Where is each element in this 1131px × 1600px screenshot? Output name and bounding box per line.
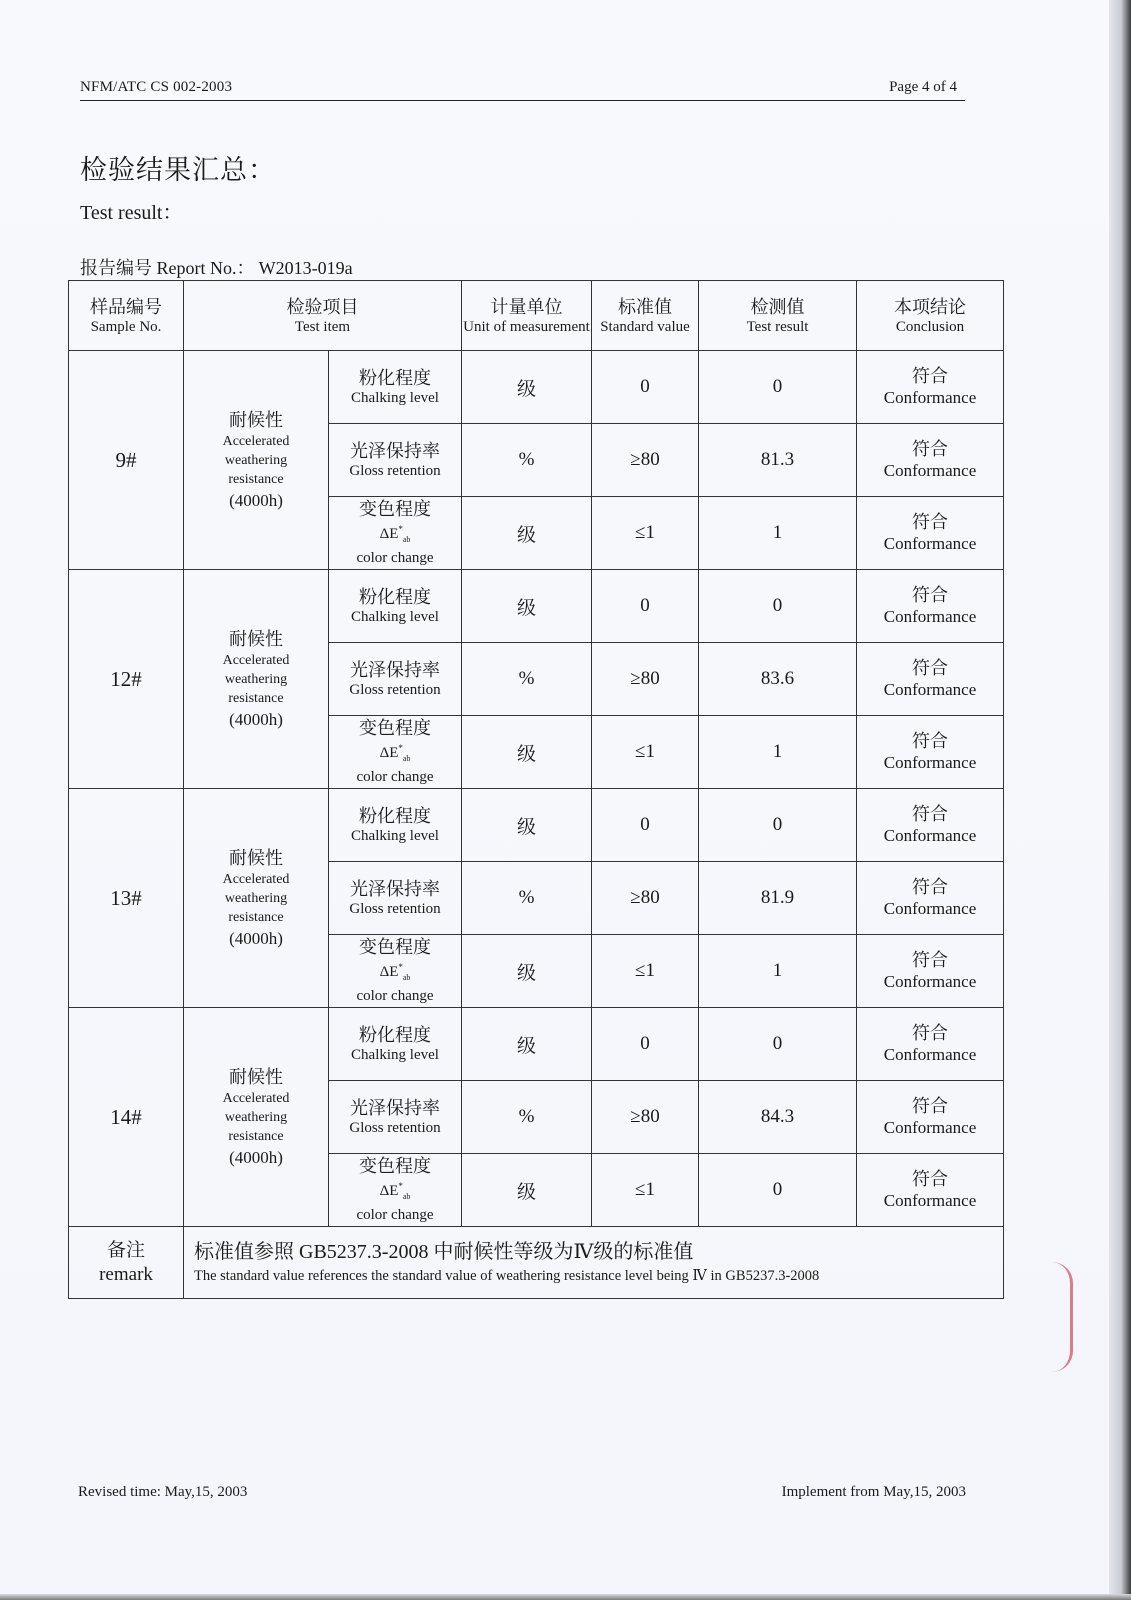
conclusion-cell: 符合 Conformance	[857, 1154, 1004, 1227]
item-color-change: 变色程度 $\Delta E^*_{ab}$ color change	[329, 497, 462, 570]
conclusion-cell: 符合 Conformance	[857, 643, 1004, 716]
result-cell: 0	[699, 1008, 857, 1081]
result-cell: 84.3	[699, 1081, 857, 1154]
table-row	[69, 351, 1004, 424]
item-chalking: 粉化程度 Chalking level	[329, 351, 462, 424]
item-gloss: 光泽保持率 Gloss retention	[329, 1081, 462, 1154]
result-cell: 0	[699, 789, 857, 862]
result-cell: 0	[699, 1154, 857, 1227]
weathering-cell: 耐候性 Accelerated weathering resistance (4000h)	[184, 789, 329, 1008]
standard-cell: 0	[592, 351, 699, 424]
standard-cell: 0	[592, 570, 699, 643]
scanner-edge	[1109, 0, 1131, 1600]
standard-cell: ≥80	[592, 1081, 699, 1154]
unit-cell: %	[462, 1081, 592, 1154]
unit-cell: 级	[462, 935, 592, 1008]
sample-id: 14#	[69, 1008, 184, 1227]
remark-label: 备注 remark	[69, 1227, 184, 1299]
item-color-change: 变色程度 $\Delta E^*_{ab}$ color change	[329, 935, 462, 1008]
conclusion-cell: 符合 Conformance	[857, 935, 1004, 1008]
conclusion-cell: 符合 Conformance	[857, 1008, 1004, 1081]
standard-cell: ≤1	[592, 1154, 699, 1227]
item-gloss: 光泽保持率 Gloss retention	[329, 862, 462, 935]
conclusion-cell: 符合 Conformance	[857, 862, 1004, 935]
item-gloss: 光泽保持率 Gloss retention	[329, 643, 462, 716]
report-number: 报告编号 Report No.： W2013-019a	[80, 258, 353, 278]
title-english: Test result：	[80, 202, 183, 224]
sample-id: 13#	[69, 789, 184, 1008]
result-cell: 0	[699, 570, 857, 643]
item-gloss: 光泽保持率 Gloss retention	[329, 424, 462, 497]
scanner-bottom-edge	[0, 1594, 1131, 1600]
header-conclusion: 本项结论 Conclusion	[857, 281, 1004, 351]
conclusion-cell: 符合 Conformance	[857, 497, 1004, 570]
title-chinese: 检验结果汇总：	[80, 155, 276, 185]
unit-cell: 级	[462, 351, 592, 424]
result-cell: 1	[699, 497, 857, 570]
result-cell: 83.6	[699, 643, 857, 716]
header-unit: 计量单位 Unit of measurement	[462, 281, 592, 351]
conclusion-cell: 符合 Conformance	[857, 789, 1004, 862]
standard-cell: ≤1	[592, 716, 699, 789]
header-standard: 标准值 Standard value	[592, 281, 699, 351]
table-row	[69, 1008, 1004, 1081]
unit-cell: 级	[462, 789, 592, 862]
table-header-row	[69, 281, 1004, 351]
standard-cell: ≤1	[592, 935, 699, 1008]
standard-cell: ≥80	[592, 862, 699, 935]
remark-text: 标准值参照 GB5237.3-2008 中耐候性等级为Ⅳ级的标准值 The standard value references the standard value of weathering resistance level being Ⅳ in GB5237.3-2008	[184, 1227, 1004, 1299]
conclusion-cell: 符合 Conformance	[857, 570, 1004, 643]
item-color-change: 变色程度 $\Delta E^*_{ab}$ color change	[329, 1154, 462, 1227]
table-row	[69, 570, 1004, 643]
header-test-item: 检验项目 Test item	[184, 281, 462, 351]
unit-cell: %	[462, 643, 592, 716]
conclusion-cell: 符合 Conformance	[857, 1081, 1004, 1154]
item-chalking: 粉化程度 Chalking level	[329, 570, 462, 643]
standard-cell: ≥80	[592, 424, 699, 497]
unit-cell: 级	[462, 716, 592, 789]
table-row	[69, 789, 1004, 862]
header-result: 检测值 Test result	[699, 281, 857, 351]
unit-cell: 级	[462, 1154, 592, 1227]
unit-cell: 级	[462, 570, 592, 643]
footer-implement: Implement from May,15, 2003	[781, 1484, 966, 1500]
unit-cell: %	[462, 424, 592, 497]
result-cell: 81.9	[699, 862, 857, 935]
item-chalking: 粉化程度 Chalking level	[329, 789, 462, 862]
footer-revised: Revised time: May,15, 2003	[78, 1484, 248, 1500]
result-cell: 0	[699, 351, 857, 424]
sample-id: 9#	[69, 351, 184, 570]
standard-cell: ≤1	[592, 497, 699, 570]
header-sample: 样品编号 Sample No.	[69, 281, 184, 351]
weathering-cell: 耐候性 Accelerated weathering resistance (4000h)	[184, 1008, 329, 1227]
remark-row	[69, 1227, 1004, 1299]
result-cell: 1	[699, 716, 857, 789]
conclusion-cell: 符合 Conformance	[857, 716, 1004, 789]
conclusion-cell: 符合 Conformance	[857, 424, 1004, 497]
page-number: Page 4 of 4	[889, 79, 957, 95]
doc-code: NFM/ATC CS 002-2003	[80, 79, 233, 95]
unit-cell: 级	[462, 497, 592, 570]
weathering-cell: 耐候性 Accelerated weathering resistance (4000h)	[184, 570, 329, 789]
unit-cell: 级	[462, 1008, 592, 1081]
standard-cell: ≥80	[592, 643, 699, 716]
standard-cell: 0	[592, 789, 699, 862]
page-header	[80, 78, 965, 101]
sample-id: 12#	[69, 570, 184, 789]
conclusion-cell: 符合 Conformance	[857, 351, 1004, 424]
weathering-cell: 耐候性 Accelerated weathering resistance (4000h)	[184, 351, 329, 570]
unit-cell: %	[462, 862, 592, 935]
test-result-table	[68, 280, 1004, 1299]
seal-edge-mark	[1052, 1262, 1073, 1372]
result-cell: 81.3	[699, 424, 857, 497]
result-cell: 1	[699, 935, 857, 1008]
item-color-change: 变色程度 $\Delta E^*_{ab}$ color change	[329, 716, 462, 789]
standard-cell: 0	[592, 1008, 699, 1081]
item-chalking: 粉化程度 Chalking level	[329, 1008, 462, 1081]
